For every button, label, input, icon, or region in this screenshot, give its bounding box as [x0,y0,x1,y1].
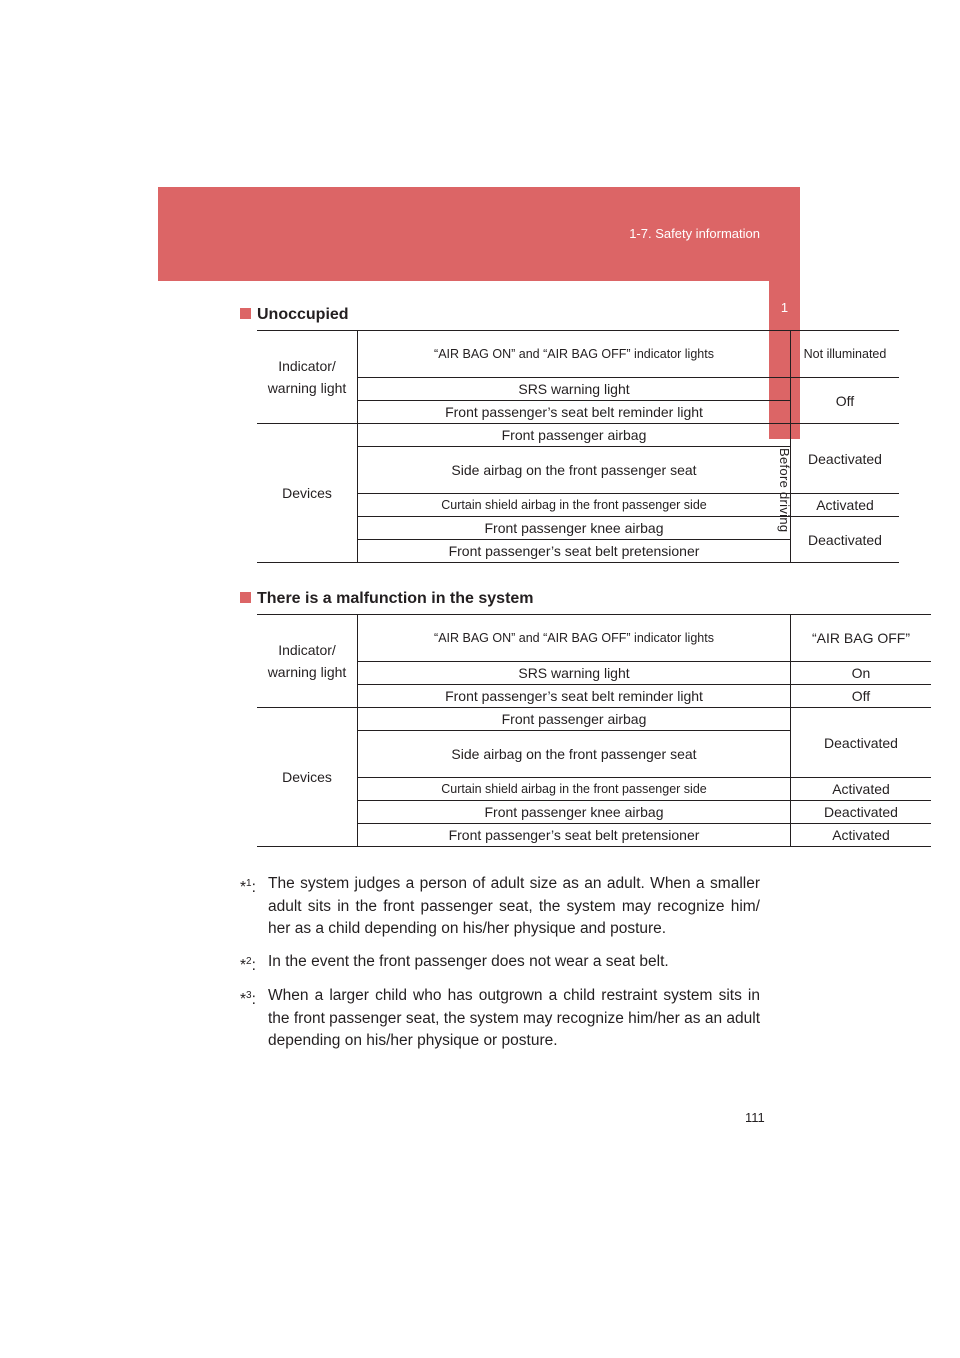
front-airbag-label: Front passenger airbag [358,708,791,731]
pretensioner-state: Activated [791,824,932,847]
belt-reminder-label: Front passenger’s seat belt reminder light [358,401,791,424]
table-row [257,778,931,801]
footnote-mark: *$^1$: [240,878,256,897]
table-unoccupied [257,330,899,563]
pretensioner-label: Front passenger’s seat belt pretensioner [358,824,791,847]
chapter-number: 1 [780,300,789,315]
srs-light-label: SRS warning light [358,378,791,401]
pretensioner-label: Front passenger’s seat belt pretensioner [358,540,791,563]
table-row [257,662,931,685]
table-row [257,685,931,708]
knee-state: Deactivated [791,801,932,824]
curtain-airbag-label: Curtain shield airbag in the front passenger side [358,494,791,517]
section-title: 1-7. Safety information [629,226,760,241]
curtain-airbag-label: Curtain shield airbag in the front passenger side [358,778,791,801]
devices-label: Devices [257,708,358,847]
page-number: 111 [745,1110,765,1125]
belt-reminder-label: Front passenger’s seat belt reminder light [358,685,791,708]
airbag-lights-label: “AIR BAG ON” and “AIR BAG OFF” indicator lights [358,615,791,662]
airbag-lights-state: “AIR BAG OFF” [791,615,932,662]
table-malfunction [257,614,931,847]
belt-state: Off [791,685,932,708]
square-bullet-icon [240,308,251,319]
table-row [257,801,931,824]
knee-pret-state: Deactivated [791,517,900,563]
footnote-text: When a larger child who has outgrown a child restraint system sits in the front passenger seat, the system may recognize him/her as an adult depending on his/her physique or posture. [268,987,760,1049]
square-bullet-icon [240,592,251,603]
table-row [257,824,931,847]
front-side-state: Deactivated [791,708,932,778]
side-airbag-label: Side airbag on the front passenger seat [358,447,791,494]
footnote-text: The system judges a person of adult size as an adult. When a smaller adult sits in the front passenger seat, the system may recognize him/ her as a child depending on his/her physique and posture. [268,875,760,937]
footnote-3 [240,985,760,1053]
knee-airbag-label: Front passenger knee airbag [358,801,791,824]
footnote-text: In the event the front passenger does not wear a seat belt. [268,953,669,970]
srs-belt-state: Off [791,378,900,424]
curtain-state: Activated [791,778,932,801]
front-airbag-label: Front passenger airbag [358,424,791,447]
airbag-lights-state: Not illuminated [791,331,900,378]
footnote-mark: *$^3$: [240,990,256,1009]
side-airbag-label: Side airbag on the front passenger seat [358,731,791,778]
front-side-state: Deactivated [791,424,900,494]
heading-malfunction: There is a malfunction in the system [240,590,534,608]
srs-light-label: SRS warning light [358,662,791,685]
heading-unoccupied: Unoccupied [240,306,349,324]
srs-state: On [791,662,932,685]
chapter-title: Before driving [777,448,792,533]
table-row [257,708,931,731]
table-row [257,424,899,447]
footnote-1 [240,873,760,941]
airbag-lights-label: “AIR BAG ON” and “AIR BAG OFF” indicator lights [358,331,791,378]
devices-label: Devices [257,424,358,563]
indicator-label: Indicator/ warning light [257,331,358,424]
footnote-mark: *$^2$: [240,956,256,975]
table-row [257,331,899,378]
table-row [257,615,931,662]
knee-airbag-label: Front passenger knee airbag [358,517,791,540]
indicator-label: Indicator/ warning light [257,615,358,708]
curtain-state: Activated [791,494,900,517]
footnote-2 [240,951,760,974]
